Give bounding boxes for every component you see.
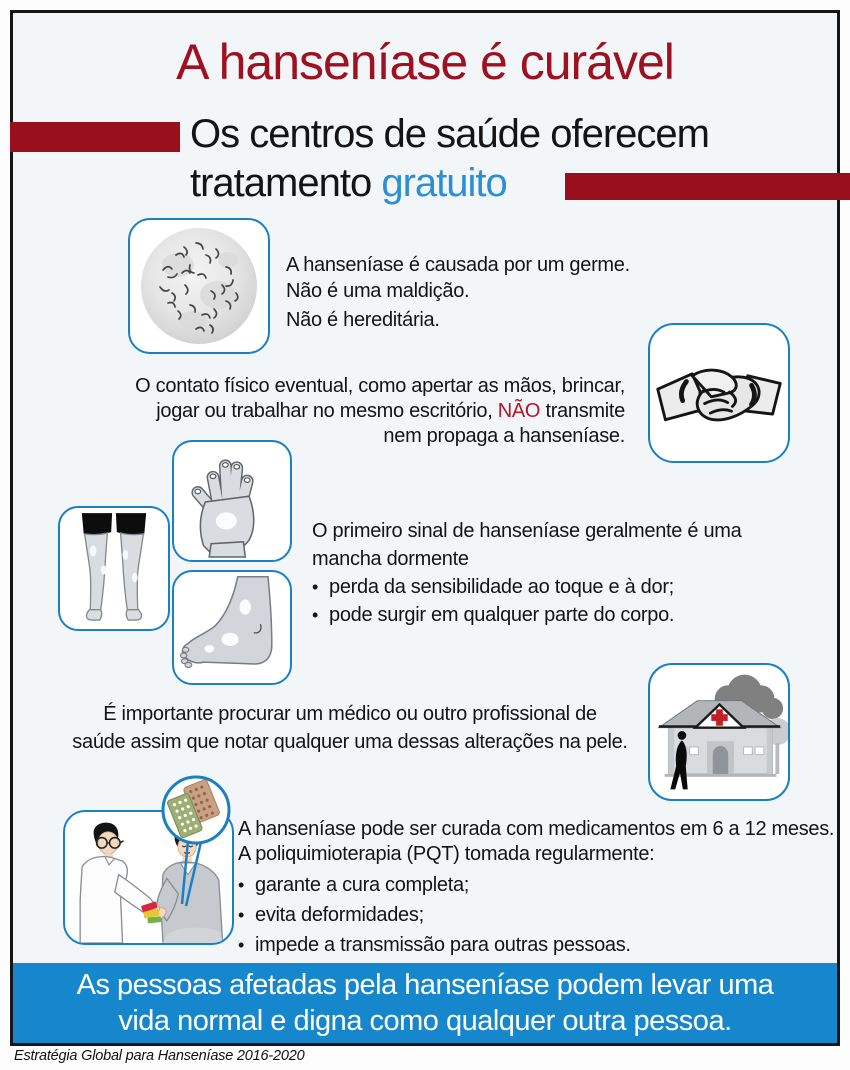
- hand-illustration: [175, 443, 289, 559]
- handshake-image-box: [648, 323, 790, 463]
- left-red-bar: [10, 122, 180, 152]
- treatment-bullet-2: • evita deformidades;: [238, 900, 834, 930]
- foot-illustration: [175, 573, 289, 682]
- legs-illustration: [61, 509, 167, 628]
- clinic-illustration: [651, 666, 788, 799]
- signs-bullet-1: • perda da sensibilidade ao toque e à dor;: [312, 573, 741, 601]
- contact-text: O contato físico eventual, como apertar as mãos, brincar, jogar ou trabalhar no mesmo escritório, NÃO transmite nem propaga a hanseníase.: [135, 375, 625, 447]
- treatment-bullet-3: • impede a transmissão para outras pessoas.: [238, 930, 834, 960]
- foot-image-box: [172, 570, 292, 685]
- signs-text: O primeiro sinal de hanseníase geralmente é uma mancha dormente • perda da sensibilidade ao toque e à dor; • pode surgir em qualquer parte do corpo.: [312, 517, 741, 629]
- right-red-bar: [565, 173, 850, 200]
- bacteria-micrograph-icon: [138, 225, 260, 347]
- legs-image-box: [58, 506, 170, 631]
- blister-pack-callout: [158, 773, 234, 958]
- banner-line1: As pessoas afetadas pela hanseníase podem levar uma: [76, 969, 774, 1001]
- nao-highlight: NÃO: [497, 400, 541, 422]
- treatment-text: A hanseníase pode ser curada com medicamentos em 6 a 12 meses. A poliquimioterapia (PQT) tomada regularmente: • garante a cura completa; • evita deformidades; • impede a transmissão para outras pessoas.: [238, 817, 834, 960]
- banner-line2: vida normal e digna como qualquer outra pessoa.: [118, 1005, 732, 1037]
- page-title: A hanseníase é curável: [176, 34, 674, 90]
- doctor-text: É importante procurar um médico ou outro profissional de saúde assim que notar qualquer uma dessas alterações na pele.: [72, 703, 628, 753]
- gratuito-highlight: gratuito: [381, 161, 507, 205]
- bottom-banner: [13, 963, 837, 1043]
- hand-image-box: [172, 440, 292, 562]
- treatment-bullet-1: • garante a cura completa;: [238, 870, 834, 900]
- handshake-icon: [651, 326, 787, 460]
- germ-text: A hanseníase é causada por um germe. Não é uma maldição. Não é hereditária.: [286, 254, 630, 331]
- germ-image-box: [128, 218, 270, 354]
- subtitle-line2: tratamento gratuito: [190, 161, 507, 205]
- footer-credit: Estratégia Global para Hanseníase 2016-2020: [14, 1048, 305, 1064]
- subtitle-line1: Os centros de saúde oferecem: [190, 112, 709, 156]
- signs-bullet-2: • pode surgir em qualquer parte do corpo.: [312, 601, 741, 629]
- clinic-image-box: [648, 663, 790, 801]
